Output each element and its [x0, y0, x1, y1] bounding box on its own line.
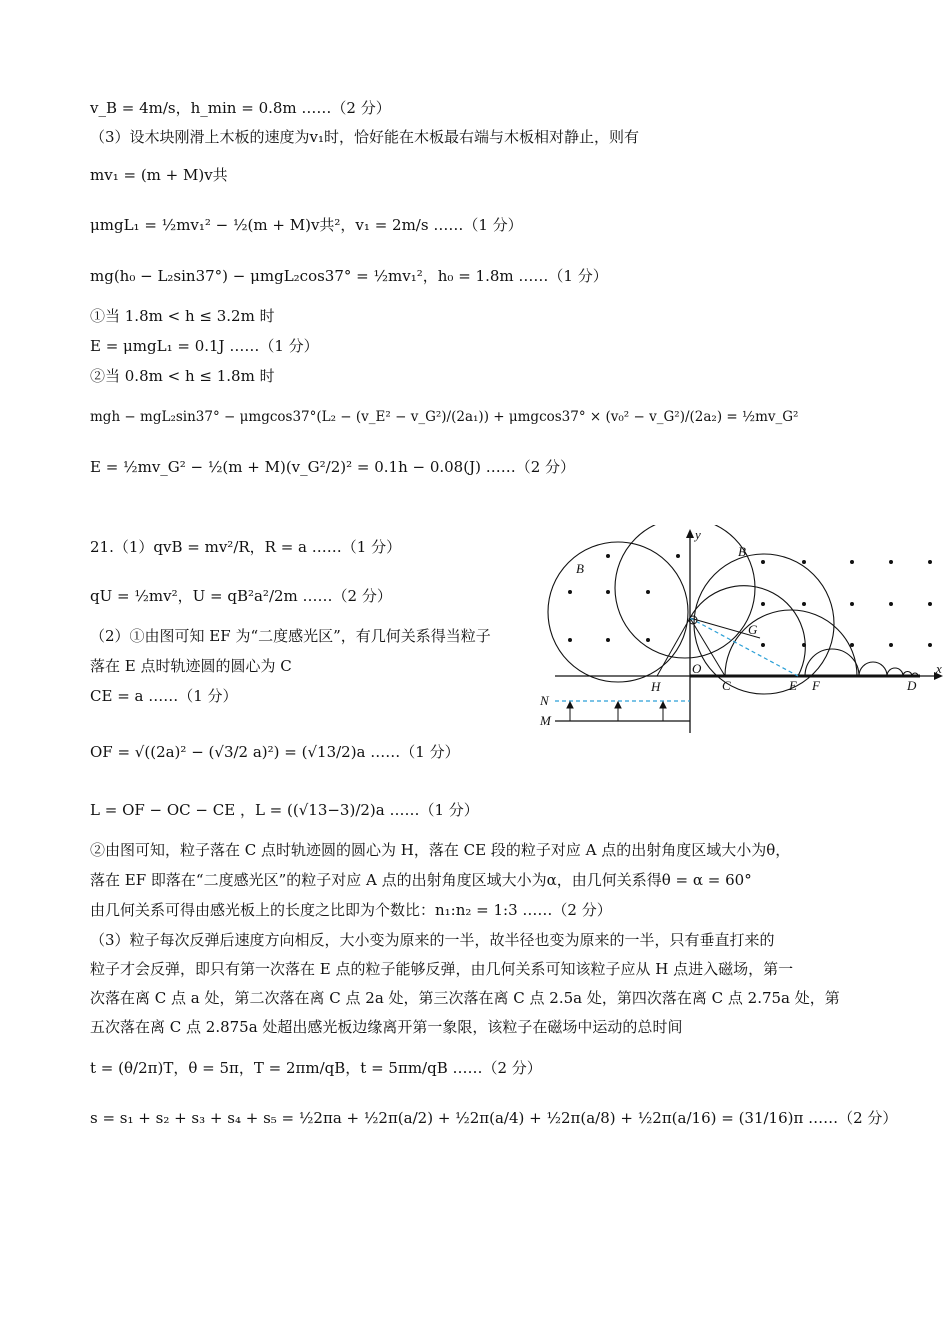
field-dot: [676, 554, 680, 558]
text-line-7: E = μmgL₁ = 0.1J ……（1 分）: [90, 337, 319, 355]
text-line-1: v_B = 4m/s，h_min = 0.8m ……（2 分）: [90, 99, 391, 117]
text-line-22: 粒子才会反弹，即只有第一次落在 E 点的粒子能够反弹，由几何关系可知该粒子应从 H 点进入磁场，第一: [90, 960, 794, 978]
text-line-8: ②当 0.8m < h ≤ 1.8m 时: [90, 367, 275, 385]
field-dot: [802, 643, 806, 647]
field-dot: [761, 560, 765, 564]
acceleration-arrows: [567, 702, 666, 721]
field-dot: [646, 590, 650, 594]
label-c: C: [722, 678, 731, 693]
arrow-head: [615, 702, 621, 708]
text-line-23: 次落在离 C 点 a 处，第二次落在离 C 点 2a 处，第三次落在离 C 点 2.5a 处，第四次落在离 C 点 2.75a 处，第: [90, 989, 840, 1007]
trajectory-arc-c: [725, 610, 857, 676]
field-dot: [761, 643, 765, 647]
text-line-13: （2）①由图可知 EF 为“二度感光区”，有几何关系得当粒子: [90, 627, 491, 645]
text-line-4: μmgL₁ = ½mv₁² − ½(m + M)v共²，v₁ = 2m/s ……（1 分）: [90, 216, 523, 234]
text-line-14: 落在 E 点时轨迹圆的圆心为 C: [90, 657, 292, 675]
label-d: D: [907, 678, 917, 693]
trajectory-circle-left: [548, 542, 688, 682]
arrow-head: [660, 702, 666, 708]
field-dot: [646, 638, 650, 642]
field-dot: [802, 560, 806, 564]
text-line-18: ②由图可知，粒子落在 C 点时轨迹圆的圆心为 H，落在 CE 段的粒子对应 A 点的出射角度区域大小为θ，: [90, 841, 791, 859]
text-line-17: L = OF − OC − CE ，L = ((√13−3)/2)a ……（1 分）: [90, 801, 479, 819]
text-line-9: mgh − mgL₂sin37° − μmgcos37°(L₂ − (v_E² − v_G²)/(2a₁)) + μmgcos37° × (v₀² − v_G²)/(2a₂) = ½mv_G²: [90, 409, 799, 425]
bounce-arc-1: [805, 649, 859, 676]
field-dot: [889, 602, 893, 606]
label-y: y: [695, 527, 701, 542]
dashed-line-a-e: [690, 618, 798, 676]
label-e: E: [789, 678, 797, 693]
label-g: G: [748, 622, 758, 637]
text-line-19: 落在 EF 即落在“二度感光区”的粒子对应 A 点的出射角度区域大小为α，由几何关系得θ = α = 60°: [90, 871, 752, 889]
field-dot: [606, 554, 610, 558]
text-line-16: OF = √((2a)² − (√3/2 a)²) = (√13/2)a ……（1 分）: [90, 743, 460, 761]
line-a-h: [657, 618, 690, 676]
field-dot: [761, 602, 765, 606]
text-line-3: mv₁ = (m + M)v共: [90, 166, 228, 184]
field-dot: [850, 643, 854, 647]
field-dot: [850, 560, 854, 564]
field-dot: [928, 602, 932, 606]
text-line-6: ①当 1.8m < h ≤ 3.2m 时: [90, 307, 275, 325]
label-b-left: B: [576, 561, 584, 576]
text-line-15: CE = a ……（1 分）: [90, 687, 238, 705]
label-m: M: [540, 713, 551, 728]
text-line-11: 21.（1）qvB = mv²/R，R = a ……（1 分）: [90, 538, 402, 556]
field-dot: [802, 602, 806, 606]
field-dot: [568, 590, 572, 594]
field-dot: [606, 590, 610, 594]
text-line-2: （3）设木块刚滑上木板的速度为v₁时，恰好能在木板最右端与木板相对静止，则有: [90, 128, 640, 146]
magnetic-field-diagram: [535, 525, 945, 740]
field-dot: [928, 643, 932, 647]
field-dot: [606, 638, 610, 642]
label-x: x: [936, 661, 942, 676]
trajectory-circle-right: [694, 554, 834, 694]
text-line-12: qU = ½mv²，U = qB²a²/2m ……（2 分）: [90, 587, 392, 605]
label-f: F: [812, 678, 820, 693]
text-line-10: E = ½mv_G² − ½(m + M)(v_G²/2)² = 0.1h − 0.08(J) ……（2 分）: [90, 458, 576, 476]
label-n: N: [540, 693, 549, 708]
label-h: H: [651, 679, 661, 694]
label-b-right: B: [738, 544, 746, 559]
field-dot: [850, 602, 854, 606]
field-dot: [889, 643, 893, 647]
arrow-head: [567, 702, 573, 708]
field-dot: [889, 560, 893, 564]
field-dot: [928, 560, 932, 564]
label-o: O: [692, 661, 702, 676]
text-line-21: （3）粒子每次反弹后速度方向相反，大小变为原来的一半，故半径也变为原来的一半，只有垂直打来的: [90, 931, 775, 949]
field-dot: [568, 638, 572, 642]
text-line-24: 五次落在离 C 点 2.875a 处超出感光板边缘离开第一象限，该粒子在磁场中运动的总时间: [90, 1018, 683, 1036]
y-axis-arrow: [686, 529, 694, 538]
text-line-20: 由几何关系可得由感光板上的长度之比即为个数比：n₁:n₂ = 1:3 ……（2 分）: [90, 901, 612, 919]
bounce-arc-2: [859, 662, 887, 676]
text-line-25: t = (θ/2π)T，θ = 5π，T = 2πm/qB，t = 5πm/qB ……（2 分）: [90, 1059, 542, 1077]
text-line-26: s = s₁ + s₂ + s₃ + s₄ + s₅ = ½2πa + ½2π(a/2) + ½2π(a/4) + ½2π(a/8) + ½2π(a/16) = (31/16)π ……（2 分）: [90, 1109, 898, 1127]
text-line-5: mg(h₀ − L₂sin37°) − μmgL₂cos37° = ½mv₁²，h₀ = 1.8m ……（1 分）: [90, 267, 608, 285]
